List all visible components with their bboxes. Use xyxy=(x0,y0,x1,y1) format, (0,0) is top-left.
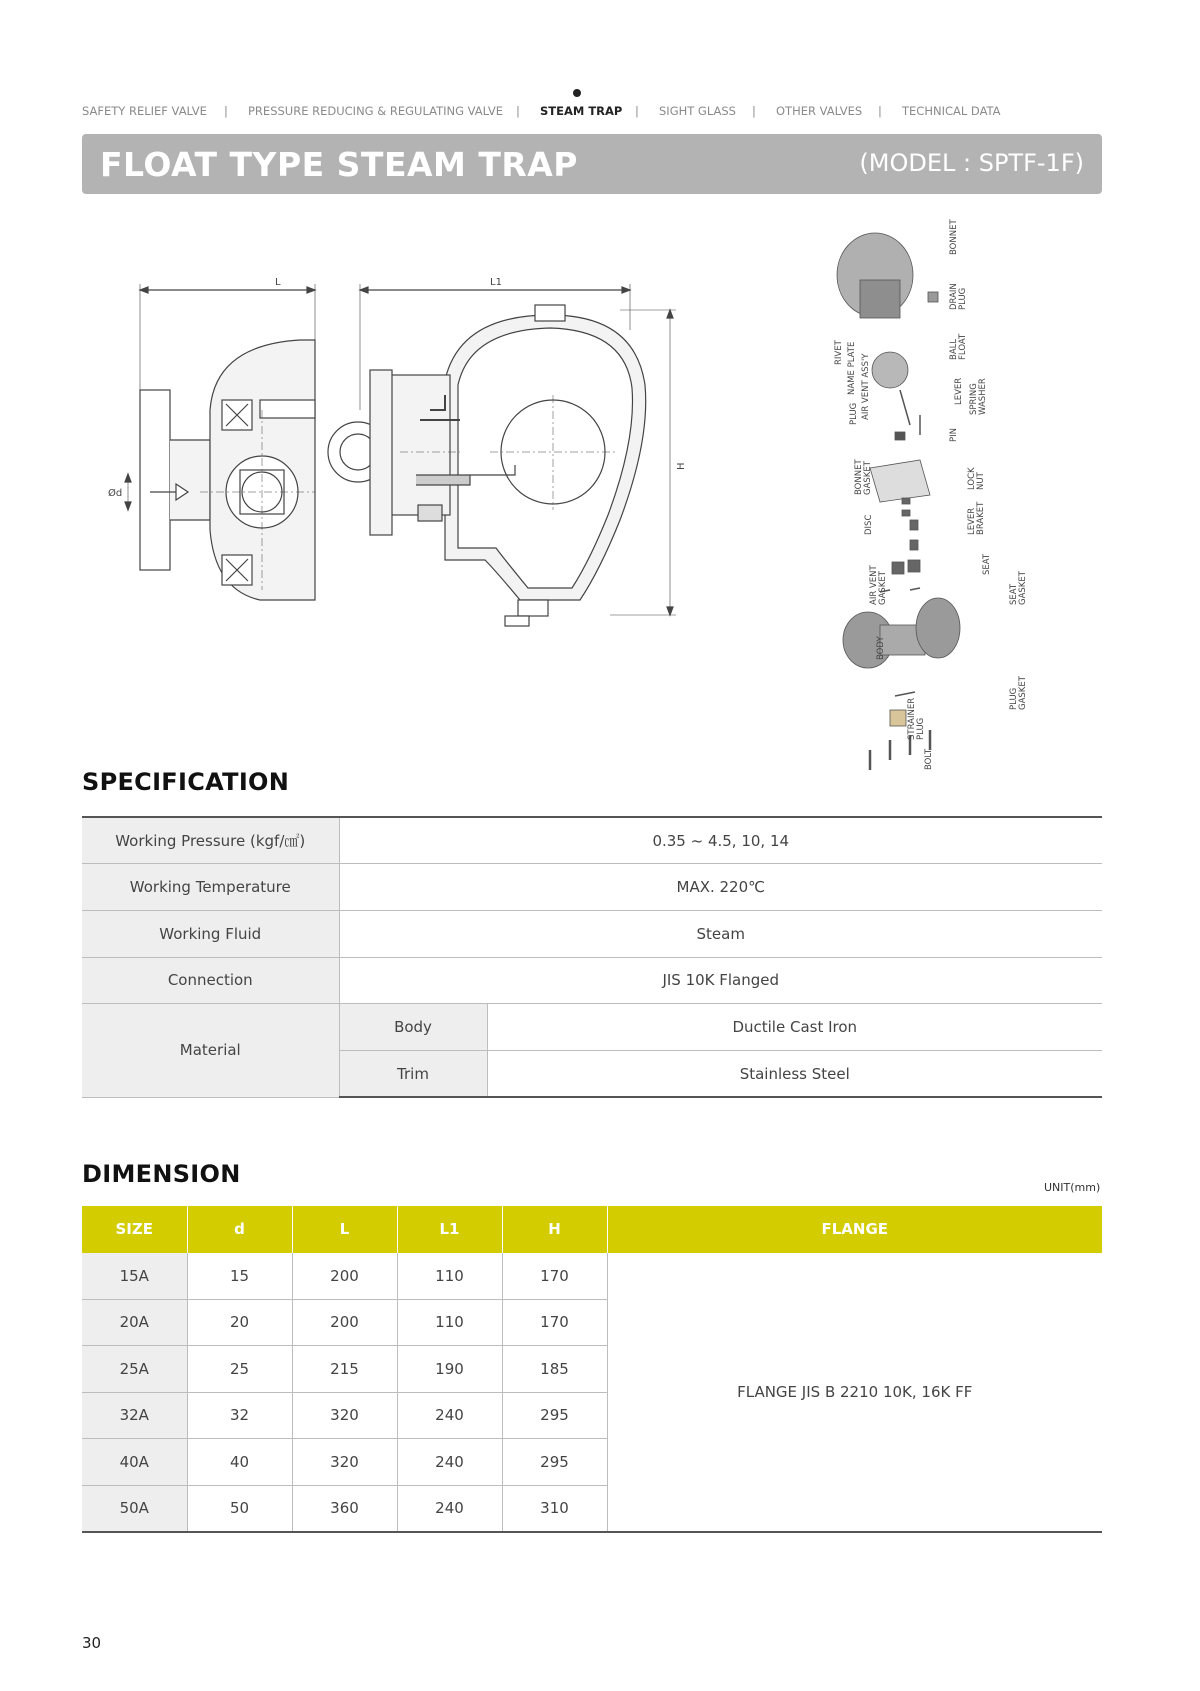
part-label-lever-braket: LEVER BRAKET xyxy=(967,501,986,535)
part-label-ball-float: BALL FLOAT xyxy=(949,333,968,360)
cell-size: 15A xyxy=(82,1253,187,1300)
title-bar xyxy=(82,134,1102,194)
part-label-lock-nut: LOCK NUT xyxy=(967,467,986,490)
cell-l: 200 xyxy=(292,1299,397,1346)
spec-value-body: Ductile Cast Iron xyxy=(487,1004,1102,1051)
nav-separator: | xyxy=(635,104,639,118)
spec-label: Working Fluid xyxy=(82,910,339,957)
part-label-rivet: RIVET xyxy=(834,340,844,365)
cell-l1: 240 xyxy=(397,1392,502,1439)
table-row xyxy=(82,864,1102,911)
cell-size: 32A xyxy=(82,1392,187,1439)
cell-size: 50A xyxy=(82,1485,187,1532)
spec-label: Working Pressure (kgf/㎠) xyxy=(82,817,339,864)
cell-l1: 240 xyxy=(397,1439,502,1486)
page-title: FLOAT TYPE STEAM TRAP xyxy=(100,145,578,184)
dimension-heading: DIMENSION xyxy=(82,1160,241,1188)
cell-l1: 190 xyxy=(397,1346,502,1393)
part-label-air-vent-gasket: AIR VENT GASKET xyxy=(869,565,888,605)
part-label-bolt: BOLT xyxy=(924,748,934,770)
cell-d: 50 xyxy=(187,1485,292,1532)
nav-item-steam-trap[interactable]: STEAM TRAP xyxy=(540,104,623,118)
cell-l: 320 xyxy=(292,1439,397,1486)
nav-separator: | xyxy=(516,104,520,118)
nav-item-sight-glass[interactable]: SIGHT GLASS xyxy=(659,104,736,118)
col-header-flange: FLANGE xyxy=(607,1206,1102,1253)
cell-size: 40A xyxy=(82,1439,187,1486)
nav-separator: | xyxy=(752,104,756,118)
cell-d: 20 xyxy=(187,1299,292,1346)
dimension-table xyxy=(82,1206,1102,1533)
cell-h: 185 xyxy=(502,1346,607,1393)
part-label-body: BODY xyxy=(876,636,886,660)
spec-value: 0.35 ~ 4.5, 10, 14 xyxy=(339,817,1102,864)
cell-flange: FLANGE JIS B 2210 10K, 16K FF xyxy=(607,1253,1102,1532)
active-nav-indicator xyxy=(573,89,581,97)
cell-l: 200 xyxy=(292,1253,397,1300)
cell-l: 320 xyxy=(292,1392,397,1439)
col-header-d: d xyxy=(187,1206,292,1253)
cell-h: 170 xyxy=(502,1253,607,1300)
spec-value: JIS 10K Flanged xyxy=(339,957,1102,1004)
part-label-strainer-plug: STRAINER PLUG xyxy=(907,697,926,740)
cell-l: 360 xyxy=(292,1485,397,1532)
cell-d: 40 xyxy=(187,1439,292,1486)
cell-l1: 110 xyxy=(397,1253,502,1300)
part-label-lever: LEVER xyxy=(954,377,964,405)
specification-heading: SPECIFICATION xyxy=(82,768,290,796)
part-label-seat: SEAT xyxy=(982,553,992,575)
cell-h: 310 xyxy=(502,1485,607,1532)
table-row xyxy=(82,1253,1102,1300)
unit-label: UNIT(mm) xyxy=(1044,1181,1101,1194)
cell-size: 25A xyxy=(82,1346,187,1393)
spec-sublabel-body: Body xyxy=(339,1004,487,1051)
cell-d: 15 xyxy=(187,1253,292,1300)
spec-value: MAX. 220℃ xyxy=(339,864,1102,911)
nav-item-technical-data[interactable]: TECHNICAL DATA xyxy=(902,104,1001,118)
cell-h: 170 xyxy=(502,1299,607,1346)
part-label-seat-gasket: SEAT GASKET xyxy=(1009,571,1028,605)
table-row xyxy=(82,910,1102,957)
cell-h: 295 xyxy=(502,1392,607,1439)
spec-value-trim: Stainless Steel xyxy=(487,1050,1102,1097)
col-header-l: L xyxy=(292,1206,397,1253)
exploded-parts-view xyxy=(820,210,1050,780)
part-label-drain-plug: DRAIN PLUG xyxy=(949,283,968,310)
col-header-h: H xyxy=(502,1206,607,1253)
spec-label: Working Temperature xyxy=(82,864,339,911)
table-header-row xyxy=(82,1206,1102,1253)
specification-table xyxy=(82,816,1102,1098)
nav-separator: | xyxy=(878,104,882,118)
dim-label-h: H xyxy=(676,462,687,470)
technical-drawing xyxy=(100,270,700,640)
table-row xyxy=(82,957,1102,1004)
col-header-size: SIZE xyxy=(82,1206,187,1253)
table-row xyxy=(82,817,1102,864)
part-label-pin: PIN xyxy=(949,428,959,442)
dim-label-l1: L1 xyxy=(490,277,502,288)
model-name: (MODEL : SPTF-1F) xyxy=(859,149,1084,177)
nav-item-safety-relief-valve[interactable]: SAFETY RELIEF VALVE xyxy=(82,104,207,118)
cell-d: 32 xyxy=(187,1392,292,1439)
dim-label-d: Ød xyxy=(108,488,123,499)
page-number: 30 xyxy=(82,1634,102,1652)
cell-l1: 240 xyxy=(397,1485,502,1532)
cell-l1: 110 xyxy=(397,1299,502,1346)
part-label-air-vent-assy: AIR VENT ASS'Y xyxy=(861,353,871,420)
part-label-spring-washer: SPRING WASHER xyxy=(969,378,988,415)
nav-item-pressure-reducing[interactable]: PRESSURE REDUCING & REGULATING VALVE xyxy=(248,104,503,118)
col-header-l1: L1 xyxy=(397,1206,502,1253)
cell-l: 215 xyxy=(292,1346,397,1393)
part-label-plug: PLUG xyxy=(849,402,859,425)
dim-label-l: L xyxy=(275,277,281,288)
spec-label-material: Material xyxy=(82,1004,339,1097)
cell-h: 295 xyxy=(502,1439,607,1486)
nav-item-other-valves[interactable]: OTHER VALVES xyxy=(776,104,863,118)
part-label-plug-gasket: PLUG GASKET xyxy=(1009,676,1028,710)
part-label-bonnet: BONNET xyxy=(949,219,959,255)
section-nav xyxy=(82,104,1102,120)
spec-value: Steam xyxy=(339,910,1102,957)
cell-d: 25 xyxy=(187,1346,292,1393)
part-label-name-plate: NAME PLATE xyxy=(847,341,857,395)
nav-separator: | xyxy=(224,104,228,118)
part-label-bonnet-gasket: BONNET GASKET xyxy=(854,459,873,495)
spec-sublabel-trim: Trim xyxy=(339,1050,487,1097)
table-row xyxy=(82,1004,1102,1051)
cell-size: 20A xyxy=(82,1299,187,1346)
part-label-disc: DISC xyxy=(864,514,874,535)
spec-label: Connection xyxy=(82,957,339,1004)
